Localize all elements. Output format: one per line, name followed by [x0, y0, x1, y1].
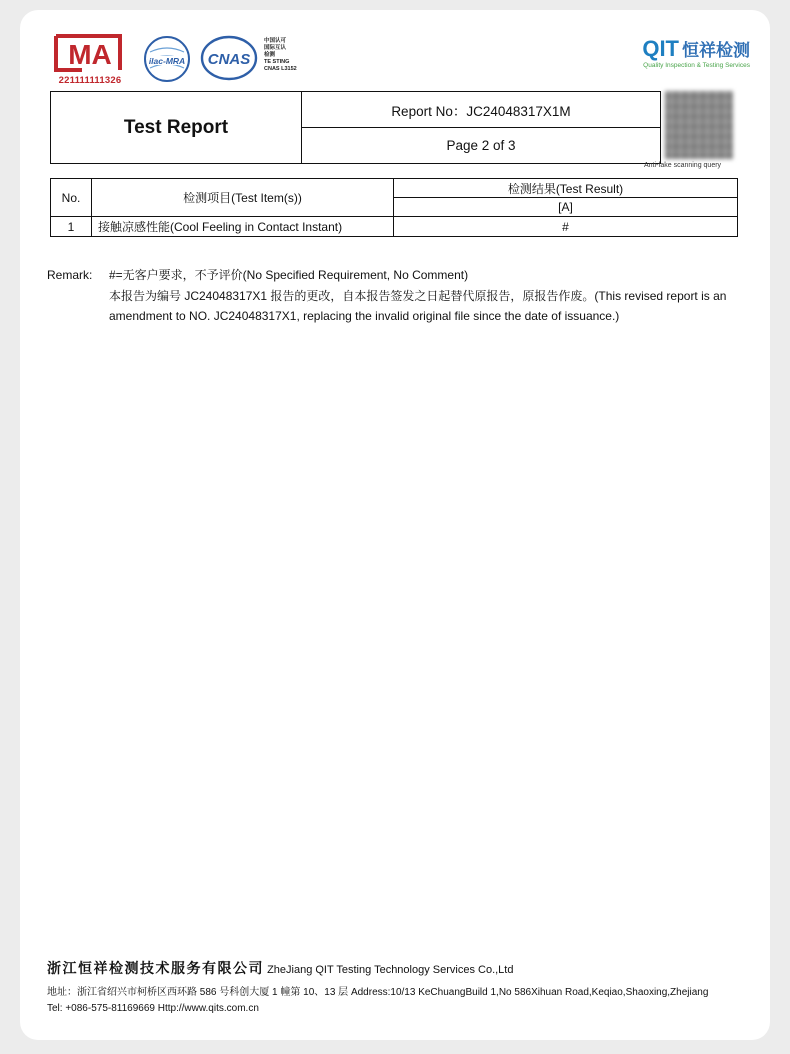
ilac-label: ilac-MRA — [148, 56, 186, 66]
page-number: Page 2 of 3 — [302, 128, 661, 164]
table-row — [51, 217, 738, 237]
report-header-table — [50, 91, 661, 164]
row-result: # — [394, 217, 738, 237]
company-address: 地址：浙江省绍兴市柯桥区西环路 586 号科创大厦 1 幢第 10、13 层 Address:10/13 KeChuangBuild 1,No 586Xihuan Road,Keqiao,Shaoxing,Zhejiang — [47, 987, 709, 998]
qit-logo-text: QIT — [642, 36, 679, 61]
col-header-result: 检测结果(Test Result) — [394, 179, 738, 198]
cnas-label: CNAS — [207, 51, 251, 68]
remark-line-2: 本报告为编号 JC24048317X1 报告的更改，自本报告签发之日起替代原报告，原报告作废。(This revised report is an amendment to NO. JC24048317X1, replacing the invalid original file since the date of issuance.) — [109, 288, 727, 323]
col-header-item: 检测项目(Test Item(s)) — [92, 179, 394, 217]
qit-tagline: Quality Inspection & Testing Services — [643, 62, 750, 69]
company-name-en: ZheJiang QIT Testing Technology Services Co.,Ltd — [267, 964, 514, 976]
qit-logo-cn: 恒祥检测 — [682, 41, 750, 60]
anti-fake-label: Anti-fake scanning query — [644, 162, 722, 169]
report-page — [20, 10, 770, 1040]
logo-bar — [50, 30, 750, 90]
qit-logo — [590, 36, 750, 76]
ilac-mra-logo — [142, 34, 192, 84]
cnas-logo — [200, 34, 258, 82]
cnas-accreditation-text: 中国认可 国际互认 检测 TE STING CNAS L3152 — [264, 38, 297, 72]
company-contact: Tel: +086-575-81169669 Http://www.qits.com.cn — [47, 1003, 259, 1014]
col-header-sample: [A] — [394, 198, 738, 217]
remark-label: Remark: — [47, 268, 93, 282]
cma-number: 221111111326 — [58, 75, 122, 86]
report-title: Test Report — [51, 92, 302, 164]
row-item: 接触凉感性能(Cool Feeling in Contact Instant) — [92, 217, 394, 237]
cma-mark-text: MA — [68, 39, 112, 70]
report-number: Report No：JC24048317X1M — [302, 92, 661, 128]
col-header-no: No. — [51, 179, 92, 217]
qr-code[interactable] — [665, 91, 733, 159]
results-table — [50, 178, 738, 237]
remark-line-1: #=无客户要求，不予评价(No Specified Requirement, No Comment) — [109, 268, 469, 282]
footer — [47, 958, 757, 1014]
company-name-cn: 浙江恒祥检测技术服务有限公司 — [47, 961, 264, 977]
row-no: 1 — [51, 217, 92, 237]
